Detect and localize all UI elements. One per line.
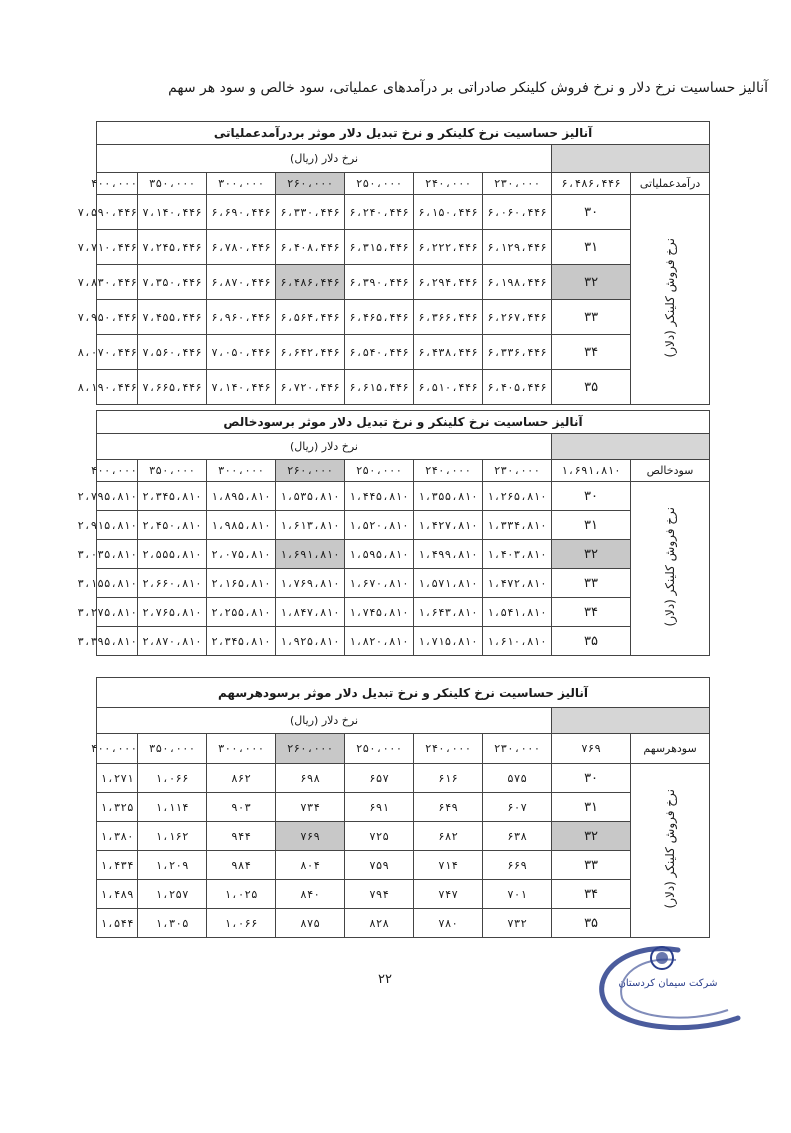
table-cell: ۱،۵۹۵،۸۱۰ (345, 540, 414, 569)
dollar-rate-label: نرخ دلار (ریال) (97, 434, 552, 460)
clinker-rate: ۳۳ (552, 569, 631, 598)
table-cell: ۶،۲۹۴،۴۴۶ (414, 265, 483, 300)
dollar-rate-header: ۴۰۰،۰۰۰ (97, 173, 138, 195)
table-row (97, 511, 710, 540)
dollar-rate-header: ۲۳۰،۰۰۰ (483, 734, 552, 764)
table-cell: ۱،۰۶۶ (138, 764, 207, 793)
table-cell-base-case: ۱،۶۹۱،۸۱۰ (276, 540, 345, 569)
table-cell: ۱،۰۶۶ (207, 909, 276, 938)
table-cell-base-case: ۷۶۹ (276, 822, 345, 851)
table-row (97, 598, 710, 627)
table-cell: ۳،۲۷۵،۸۱۰ (97, 598, 138, 627)
sensitivity-table-eps (90, 677, 710, 938)
table-cell: ۷۸۰ (414, 909, 483, 938)
table-cell: ۱،۱۶۲ (138, 822, 207, 851)
table-cell: ۷،۱۴۰،۴۴۶ (138, 195, 207, 230)
table-cell: ۸۶۲ (207, 764, 276, 793)
table-cell: ۱،۲۷۱ (97, 764, 138, 793)
table-cell: ۶،۴۳۸،۴۴۶ (414, 335, 483, 370)
dollar-rate-header: ۲۳۰،۰۰۰ (483, 173, 552, 195)
table-cell: ۲،۸۷۰،۸۱۰ (138, 627, 207, 656)
table-cell: ۶،۲۴۰،۴۴۶ (345, 195, 414, 230)
clinker-rate-label: نرخ فروش کلینکر (دلار) (631, 764, 710, 938)
table-cell: ۷،۳۵۰،۴۴۶ (138, 265, 207, 300)
table-cell: ۷،۲۴۵،۴۴۶ (138, 230, 207, 265)
table-cell: ۱،۴۸۹ (97, 880, 138, 909)
table-cell: ۶،۳۳۶،۴۴۶ (483, 335, 552, 370)
table-cell: ۲،۴۵۰،۸۱۰ (138, 511, 207, 540)
table-cell: ۲،۳۴۵،۸۱۰ (207, 627, 276, 656)
table-row (97, 909, 710, 938)
table-cell: ۱،۴۰۳،۸۱۰ (483, 540, 552, 569)
dollar-rate-header-selected: ۲۶۰،۰۰۰ (276, 173, 345, 195)
table-cell: ۶۰۷ (483, 793, 552, 822)
table-cell: ۶۵۷ (345, 764, 414, 793)
table-cell: ۷،۱۴۰،۴۴۶ (207, 370, 276, 405)
table-cell: ۷،۸۳۰،۴۴۶ (97, 265, 138, 300)
clinker-rate: ۳۳ (552, 300, 631, 335)
table-cell: ۹۰۳ (207, 793, 276, 822)
table-cell: ۲،۳۴۵،۸۱۰ (138, 482, 207, 511)
table-cell: ۱،۶۱۰،۸۱۰ (483, 627, 552, 656)
clinker-rate: ۳۴ (552, 335, 631, 370)
table-title: آنالیز حساسیت نرخ کلینکر و نرخ تبدیل دلار موثر برسودهرسهم (97, 678, 710, 708)
table-cell: ۳،۳۹۵،۸۱۰ (97, 627, 138, 656)
table-cell: ۷۳۲ (483, 909, 552, 938)
table-cell: ۶،۲۶۷،۴۴۶ (483, 300, 552, 335)
table-cell: ۸،۱۹۰،۴۴۶ (97, 370, 138, 405)
table-cell: ۶،۰۶۰،۴۴۶ (483, 195, 552, 230)
dollar-rate-header: ۲۵۰،۰۰۰ (345, 173, 414, 195)
clinker-rate: ۳۵ (552, 370, 631, 405)
table-cell: ۱،۸۴۷،۸۱۰ (276, 598, 345, 627)
corner-value: ۱،۶۹۱،۸۱۰ (552, 460, 631, 482)
table-cell: ۷۹۴ (345, 880, 414, 909)
table-cell: ۶،۵۶۴،۴۴۶ (276, 300, 345, 335)
table-cell: ۱،۷۱۵،۸۱۰ (414, 627, 483, 656)
page-number: ۲۲ (378, 972, 392, 987)
table-cell: ۷۲۵ (345, 822, 414, 851)
table-cell: ۶،۱۵۰،۴۴۶ (414, 195, 483, 230)
table-cell: ۲،۲۵۵،۸۱۰ (207, 598, 276, 627)
sensitivity-table-revenue (77, 121, 710, 405)
table-cell: ۷،۵۶۰،۴۴۶ (138, 335, 207, 370)
table-cell: ۱،۴۲۷،۸۱۰ (414, 511, 483, 540)
sensitivity-table-net-profit (77, 410, 710, 656)
clinker-rate: ۳۱ (552, 511, 631, 540)
dollar-rate-header-selected: ۲۶۰،۰۰۰ (276, 734, 345, 764)
dollar-rate-header-selected: ۲۶۰،۰۰۰ (276, 460, 345, 482)
clinker-rate: ۳۱ (552, 793, 631, 822)
clinker-rate-label: نرخ فروش کلینکر (دلار) (631, 482, 710, 656)
table-cell-base-case: ۶،۴۸۶،۴۴۶ (276, 265, 345, 300)
table-cell: ۱،۵۴۱،۸۱۰ (483, 598, 552, 627)
table-row (97, 851, 710, 880)
table-cell: ۱،۶۷۰،۸۱۰ (345, 569, 414, 598)
dollar-rate-header: ۴۰۰،۰۰۰ (97, 734, 138, 764)
table-cell: ۶۹۸ (276, 764, 345, 793)
table-cell: ۶۴۹ (414, 793, 483, 822)
table-cell: ۷،۷۱۰،۴۴۶ (97, 230, 138, 265)
table-cell: ۲،۷۹۵،۸۱۰ (97, 482, 138, 511)
table-row (97, 880, 710, 909)
table-cell: ۳،۰۳۵،۸۱۰ (97, 540, 138, 569)
table-cell: ۶،۴۰۵،۴۴۶ (483, 370, 552, 405)
table-cell: ۲،۱۶۵،۸۱۰ (207, 569, 276, 598)
clinker-rate: ۳۴ (552, 598, 631, 627)
table-cell: ۶،۳۳۰،۴۴۶ (276, 195, 345, 230)
dollar-rate-header: ۲۴۰،۰۰۰ (414, 460, 483, 482)
table-cell: ۱،۲۶۵،۸۱۰ (483, 482, 552, 511)
table-cell: ۶۳۸ (483, 822, 552, 851)
table-cell: ۶،۶۱۵،۴۴۶ (345, 370, 414, 405)
table-cell: ۱،۹۲۵،۸۱۰ (276, 627, 345, 656)
table-cell: ۱،۳۸۰ (97, 822, 138, 851)
table-cell: ۱،۴۹۹،۸۱۰ (414, 540, 483, 569)
clinker-rate: ۳۴ (552, 880, 631, 909)
table-cell: ۶،۷۲۰،۴۴۶ (276, 370, 345, 405)
clinker-rate-selected: ۳۲ (552, 540, 631, 569)
table-row (97, 230, 710, 265)
dollar-rate-header: ۳۰۰،۰۰۰ (207, 460, 276, 482)
table-cell: ۸۷۵ (276, 909, 345, 938)
table-cell: ۲،۶۶۰،۸۱۰ (138, 569, 207, 598)
table-cell: ۲،۹۱۵،۸۱۰ (97, 511, 138, 540)
dollar-rate-header: ۲۳۰،۰۰۰ (483, 460, 552, 482)
table-cell: ۷۵۹ (345, 851, 414, 880)
table-cell: ۹۴۴ (207, 822, 276, 851)
table-cell: ۶،۱۹۸،۴۴۶ (483, 265, 552, 300)
dollar-rate-header: ۳۵۰،۰۰۰ (138, 173, 207, 195)
table-cell: ۶۸۲ (414, 822, 483, 851)
clinker-rate-label: نرخ فروش کلینکر (دلار) (631, 195, 710, 405)
clinker-rate: ۳۰ (552, 764, 631, 793)
dollar-rate-header: ۲۵۰،۰۰۰ (345, 734, 414, 764)
table-cell: ۷۰۱ (483, 880, 552, 909)
table-cell: ۸،۰۷۰،۴۴۶ (97, 335, 138, 370)
table-cell: ۶۶۹ (483, 851, 552, 880)
table-cell: ۸۴۰ (276, 880, 345, 909)
table-cell: ۶،۸۷۰،۴۴۶ (207, 265, 276, 300)
header-blank-cell (552, 145, 710, 173)
table-cell: ۱،۲۵۷ (138, 880, 207, 909)
corner-label: سودخالص (631, 460, 710, 482)
table-title: آنالیز حساسیت نرخ کلینکر و نرخ تبدیل دلار موثر برسودخالص (97, 411, 710, 434)
stamp-company-name: شرکت سیمان کردستان (618, 978, 718, 989)
table-cell: ۶،۵۱۰،۴۴۶ (414, 370, 483, 405)
corner-label: سودهرسهم (631, 734, 710, 764)
table-cell: ۱،۵۳۵،۸۱۰ (276, 482, 345, 511)
table-cell: ۶،۴۶۵،۴۴۶ (345, 300, 414, 335)
clinker-rate-selected: ۳۲ (552, 822, 631, 851)
table-cell: ۱،۲۰۹ (138, 851, 207, 880)
table-row (97, 822, 710, 851)
table-cell: ۱،۳۵۵،۸۱۰ (414, 482, 483, 511)
table-title: آنالیز حساسیت نرخ کلینکر و نرخ تبدیل دلار موثر بردرآمدعملیاتی (97, 122, 710, 145)
table-cell: ۶،۷۸۰،۴۴۶ (207, 230, 276, 265)
table-cell: ۱،۷۴۵،۸۱۰ (345, 598, 414, 627)
table-cell: ۱،۹۸۵،۸۱۰ (207, 511, 276, 540)
corner-value: ۶،۴۸۶،۴۴۶ (552, 173, 631, 195)
clinker-rate: ۳۵ (552, 627, 631, 656)
table-cell: ۶،۳۱۵،۴۴۶ (345, 230, 414, 265)
table-row (97, 793, 710, 822)
table-cell: ۱،۵۲۰،۸۱۰ (345, 511, 414, 540)
table-cell: ۶،۲۲۲،۴۴۶ (414, 230, 483, 265)
table-cell: ۲،۷۶۵،۸۱۰ (138, 598, 207, 627)
clinker-rate-selected: ۳۲ (552, 265, 631, 300)
table-cell: ۱،۴۳۴ (97, 851, 138, 880)
dollar-rate-header: ۲۵۰،۰۰۰ (345, 460, 414, 482)
table-row (97, 764, 710, 793)
dollar-rate-header: ۳۰۰،۰۰۰ (207, 173, 276, 195)
table-cell: ۱،۵۴۴ (97, 909, 138, 938)
table-cell: ۱،۶۴۳،۸۱۰ (414, 598, 483, 627)
clinker-rate: ۳۵ (552, 909, 631, 938)
table-cell: ۸۲۸ (345, 909, 414, 938)
table-cell: ۶،۶۴۲،۴۴۶ (276, 335, 345, 370)
header-blank-cell (552, 434, 710, 460)
dollar-rate-header: ۲۴۰،۰۰۰ (414, 734, 483, 764)
table-cell: ۱،۵۷۱،۸۱۰ (414, 569, 483, 598)
dollar-rate-header: ۲۴۰،۰۰۰ (414, 173, 483, 195)
corner-value: ۷۶۹ (552, 734, 631, 764)
header-blank-cell (552, 708, 710, 734)
table-row (97, 482, 710, 511)
clinker-rate: ۳۳ (552, 851, 631, 880)
dollar-rate-label: نرخ دلار (ریال) (97, 145, 552, 173)
table-cell: ۱،۳۰۵ (138, 909, 207, 938)
table-cell: ۳،۱۵۵،۸۱۰ (97, 569, 138, 598)
dollar-rate-header: ۳۰۰،۰۰۰ (207, 734, 276, 764)
table-cell: ۷،۴۵۵،۴۴۶ (138, 300, 207, 335)
table-cell: ۱،۰۲۵ (207, 880, 276, 909)
table-row (97, 300, 710, 335)
table-row (97, 265, 710, 300)
table-cell: ۲،۵۵۵،۸۱۰ (138, 540, 207, 569)
table-cell: ۷۳۴ (276, 793, 345, 822)
table-cell: ۷،۰۵۰،۴۴۶ (207, 335, 276, 370)
table-cell: ۶۱۶ (414, 764, 483, 793)
table-cell: ۶،۹۶۰،۴۴۶ (207, 300, 276, 335)
table-cell: ۱،۱۱۴ (138, 793, 207, 822)
table-cell: ۶،۶۹۰،۴۴۶ (207, 195, 276, 230)
table-cell: ۱،۸۲۰،۸۱۰ (345, 627, 414, 656)
table-cell: ۱،۶۱۳،۸۱۰ (276, 511, 345, 540)
table-cell: ۷،۵۹۰،۴۴۶ (97, 195, 138, 230)
table-cell: ۶،۵۴۰،۴۴۶ (345, 335, 414, 370)
clinker-rate: ۳۰ (552, 195, 631, 230)
table-cell: ۶،۱۲۹،۴۴۶ (483, 230, 552, 265)
table-row (97, 195, 710, 230)
table-cell: ۲،۰۷۵،۸۱۰ (207, 540, 276, 569)
dollar-rate-header: ۳۵۰،۰۰۰ (138, 460, 207, 482)
table-cell: ۷،۹۵۰،۴۴۶ (97, 300, 138, 335)
table-row (97, 569, 710, 598)
dollar-rate-header: ۳۵۰،۰۰۰ (138, 734, 207, 764)
table-row (97, 627, 710, 656)
table-cell: ۱،۴۷۲،۸۱۰ (483, 569, 552, 598)
table-cell: ۸۰۴ (276, 851, 345, 880)
table-cell: ۱،۸۹۵،۸۱۰ (207, 482, 276, 511)
table-cell: ۷،۶۶۵،۴۴۶ (138, 370, 207, 405)
table-cell: ۱،۷۶۹،۸۱۰ (276, 569, 345, 598)
clinker-rate: ۳۱ (552, 230, 631, 265)
table-cell: ۱،۴۴۵،۸۱۰ (345, 482, 414, 511)
table-cell: ۶۹۱ (345, 793, 414, 822)
table-cell: ۵۷۵ (483, 764, 552, 793)
table-cell: ۶،۳۶۶،۴۴۶ (414, 300, 483, 335)
dollar-rate-label: نرخ دلار (ریال) (97, 708, 552, 734)
table-cell: ۱،۳۳۴،۸۱۰ (483, 511, 552, 540)
table-cell: ۶،۳۹۰،۴۴۶ (345, 265, 414, 300)
clinker-rate: ۳۰ (552, 482, 631, 511)
table-cell: ۷۴۷ (414, 880, 483, 909)
corner-label: درآمدعملیاتی (631, 173, 710, 195)
table-cell: ۶،۴۰۸،۴۴۶ (276, 230, 345, 265)
page-title: آنالیز حساسیت نرخ دلار و نرخ فروش کلینکر صادراتی بر درآمدهای عملیاتی، سود خالص و سود هر سهم (168, 80, 768, 96)
table-row (97, 540, 710, 569)
table-row (97, 335, 710, 370)
dollar-rate-header: ۴۰۰،۰۰۰ (97, 460, 138, 482)
table-row (97, 370, 710, 405)
table-cell: ۷۱۴ (414, 851, 483, 880)
table-cell: ۹۸۴ (207, 851, 276, 880)
table-cell: ۱،۳۲۵ (97, 793, 138, 822)
